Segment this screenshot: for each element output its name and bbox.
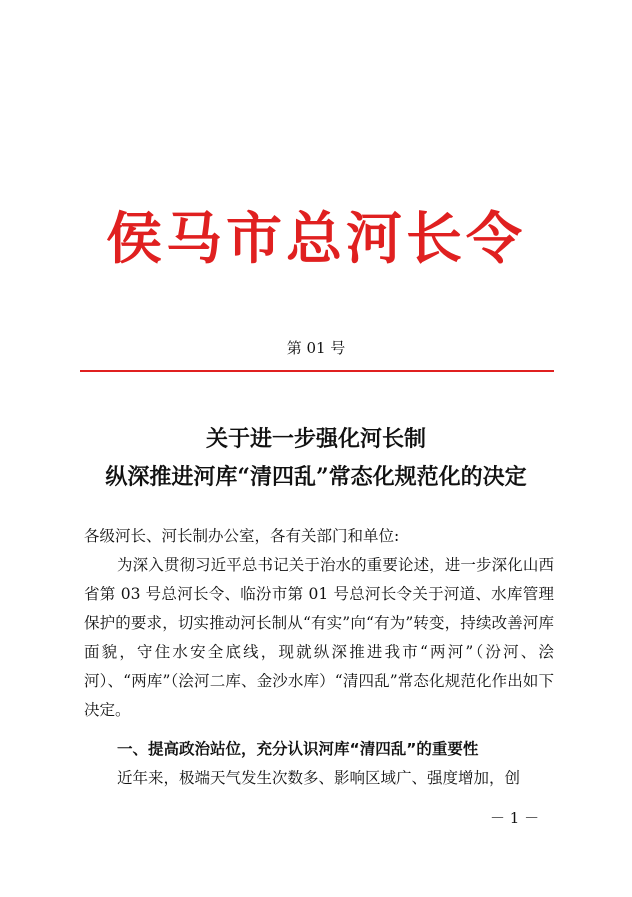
red-divider (80, 370, 554, 372)
document-title: 侯马市总河长令 (106, 207, 526, 272)
section-heading-1: 一、提高政治站位，充分认识河库“清四乱”的重要性 (117, 740, 479, 758)
page-number: － 1 － (490, 809, 540, 827)
subject-line-1: 关于进一步强化河长制 (205, 426, 426, 452)
paragraph-2: 近年来，极端天气发生次数多、影响区域广、强度增加，创 (117, 769, 521, 787)
subject-line-2: 纵深推进河库“清四乱”常态化规范化的决定 (105, 464, 527, 490)
paragraph-1: 为深入贯彻习近平总书记关于治水的重要论述，进一步深化山西省第 03 号总河长令、临汾市第 01 号总河长令关于河道、水库管理保护的要求，切实推动河长制从“有实”向“有为”转变，持续改善河库面貌，守住水安全底线，现就纵深推进我市“两河”（汾河、浍河）、“两库”（浍河二库、金沙水库）“清四乱”常态化规范化作出如下决定。 (84, 556, 554, 719)
salutation: 各级河长、河长制办公室，各有关部门和单位: (84, 527, 400, 545)
document-number: 第 01 号 (286, 339, 346, 357)
